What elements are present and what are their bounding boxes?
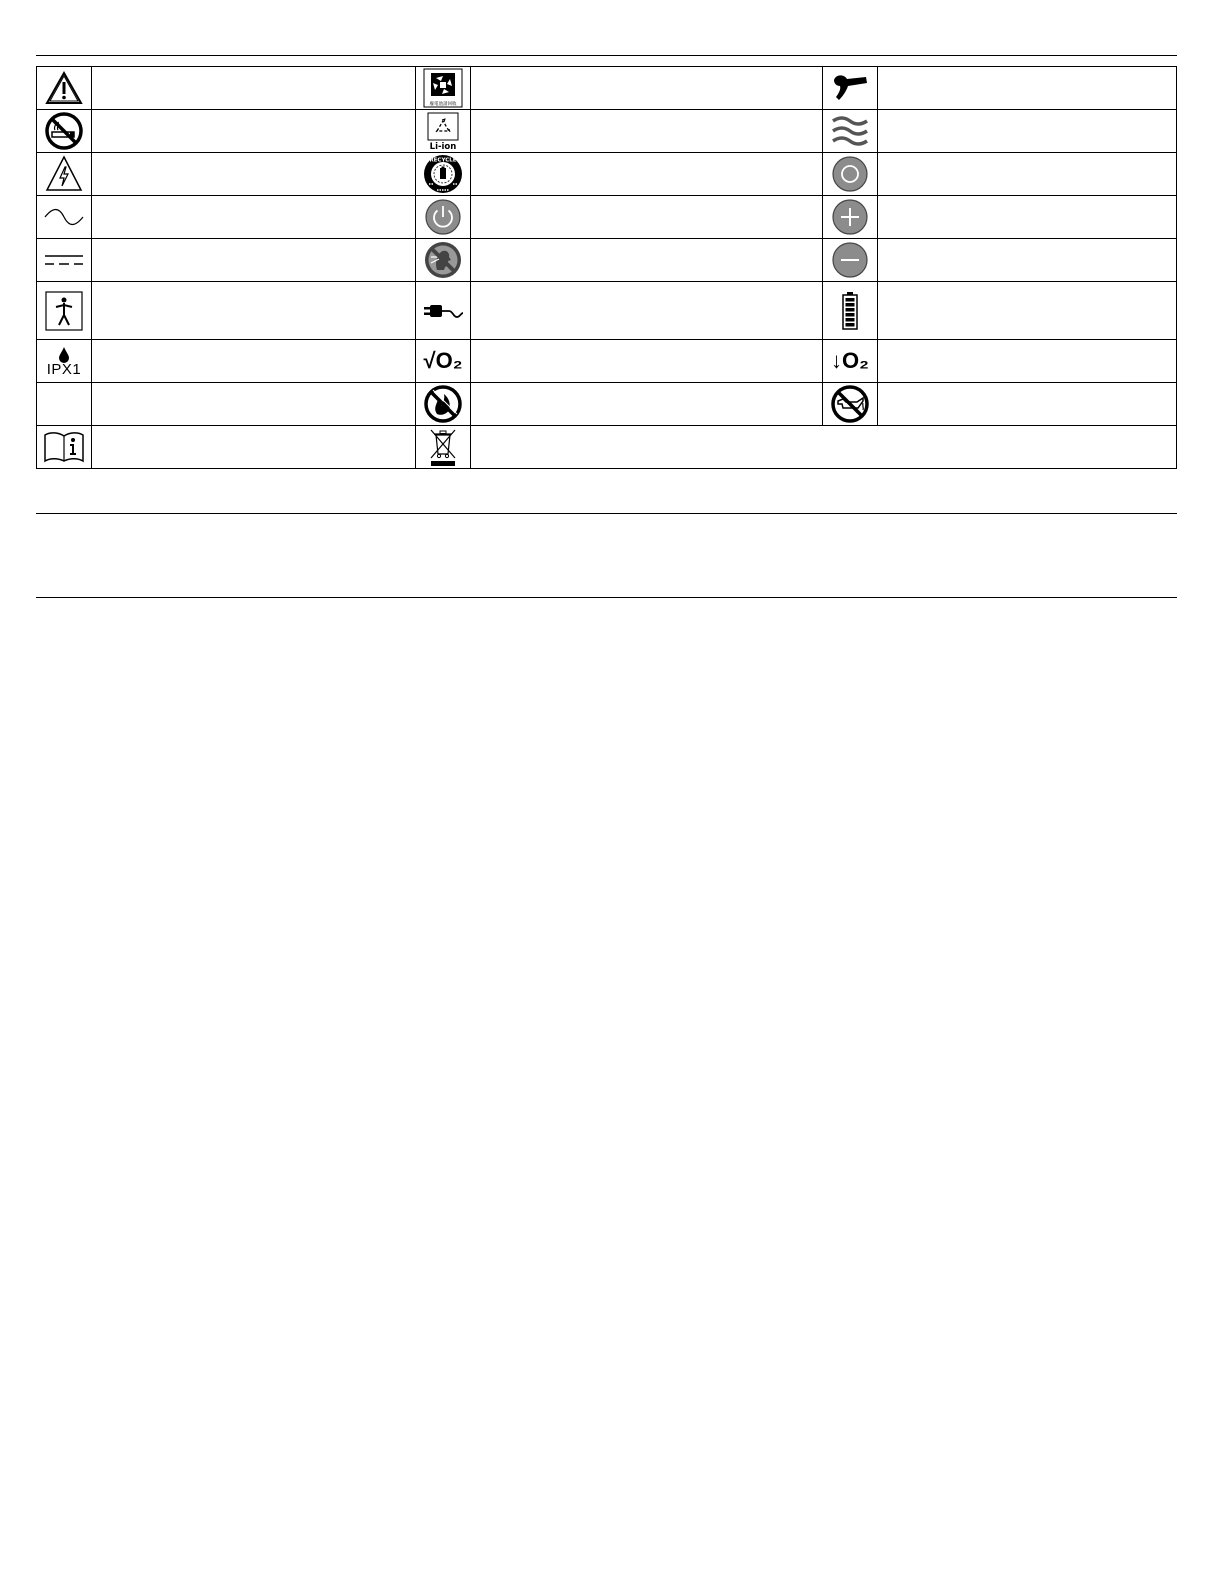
table-row — [37, 340, 1177, 383]
table-row — [37, 67, 1177, 110]
rbrc-recycle-seal-icon — [423, 154, 463, 194]
section-rule — [36, 513, 1177, 514]
no-open-flame-icon — [423, 384, 463, 424]
symbol-cell — [416, 340, 471, 383]
table-row — [37, 196, 1177, 239]
symbol-description — [471, 282, 823, 340]
symbol-cell — [416, 239, 471, 282]
symbol-description — [878, 110, 1177, 153]
symbol-description — [471, 196, 823, 239]
symbol-description — [878, 67, 1177, 110]
wrench-icon — [830, 71, 870, 105]
symbol-description — [471, 383, 823, 426]
instructions-book-icon — [43, 431, 85, 463]
table-row — [37, 153, 1177, 196]
symbol-cell — [37, 383, 92, 426]
symbol-cell — [823, 110, 878, 153]
symbol-cell — [37, 196, 92, 239]
no-oil-grease-icon — [830, 384, 870, 424]
button-circle-icon — [831, 155, 869, 193]
symbol-description — [92, 239, 416, 282]
symbol-cell — [823, 340, 878, 383]
no-smoking-icon — [44, 111, 84, 151]
symbol-description — [471, 110, 823, 153]
symbol-cell — [823, 153, 878, 196]
symbol-cell — [37, 282, 92, 340]
symbol-cell — [823, 239, 878, 282]
symbol-cell — [37, 67, 92, 110]
symbols-table — [36, 66, 1177, 469]
symbol-description — [878, 282, 1177, 340]
symbol-description — [471, 426, 1177, 469]
no-lubricant-icon — [423, 240, 463, 280]
humidity-waves-icon — [830, 113, 870, 149]
symbol-description — [92, 383, 416, 426]
recycle-seal-text: RECYCLE — [429, 157, 457, 164]
symbol-cell — [416, 196, 471, 239]
symbol-cell — [823, 196, 878, 239]
symbol-description — [92, 282, 416, 340]
section-rule — [36, 597, 1177, 598]
symbol-cell — [37, 239, 92, 282]
symbol-cell — [37, 340, 92, 383]
li-ion-recycle-icon — [423, 111, 463, 151]
table-row — [37, 239, 1177, 282]
symbol-description — [471, 340, 823, 383]
ac-plug-icon — [422, 300, 464, 322]
symbol-description — [878, 153, 1177, 196]
symbol-description — [878, 340, 1177, 383]
symbol-cell — [37, 426, 92, 469]
symbol-description — [878, 383, 1177, 426]
symbol-description — [878, 196, 1177, 239]
oxygen-low-label: ↓O₂ — [831, 347, 869, 373]
weee-bin-icon — [426, 427, 460, 467]
symbol-cell — [823, 67, 878, 110]
symbol-cell — [416, 282, 471, 340]
symbol-description — [92, 426, 416, 469]
plus-button-icon — [831, 198, 869, 236]
warning-triangle-icon — [45, 71, 83, 105]
battery-full-icon — [841, 291, 859, 331]
symbol-description — [471, 67, 823, 110]
table-row — [37, 426, 1177, 469]
symbol-description — [878, 239, 1177, 282]
symbol-description — [471, 239, 823, 282]
oxygen-ok-icon — [424, 348, 463, 373]
table-row — [37, 383, 1177, 426]
recycle-caption: 廢電池請回收 — [429, 102, 457, 107]
symbol-description — [92, 340, 416, 383]
oxygen-low-icon — [831, 348, 869, 373]
direct-current-icon — [43, 252, 85, 268]
symbol-description — [92, 67, 416, 110]
symbol-cell — [416, 383, 471, 426]
oxygen-ok-label: √O₂ — [423, 347, 463, 373]
symbol-description — [471, 153, 823, 196]
symbol-cell — [416, 153, 471, 196]
symbol-description — [92, 153, 416, 196]
type-bf-applied-part-icon — [44, 290, 84, 332]
top-rule — [36, 55, 1177, 56]
symbol-cell — [823, 383, 878, 426]
symbol-cell — [416, 67, 471, 110]
taiwan-battery-recycle-icon — [423, 68, 463, 108]
symbol-description — [92, 110, 416, 153]
minus-button-icon — [831, 241, 869, 279]
table-row — [37, 110, 1177, 153]
ipx1-label: IPX1 — [46, 360, 82, 378]
li-ion-label: Li-ion — [429, 142, 457, 151]
electrical-hazard-icon — [45, 155, 83, 193]
symbol-cell — [37, 153, 92, 196]
alternating-current-icon — [43, 207, 85, 227]
symbol-cell — [823, 282, 878, 340]
symbol-cell — [416, 426, 471, 469]
symbol-cell — [416, 110, 471, 153]
table-row — [37, 282, 1177, 340]
symbol-description — [92, 196, 416, 239]
power-button-icon — [424, 198, 462, 236]
symbol-cell — [37, 110, 92, 153]
